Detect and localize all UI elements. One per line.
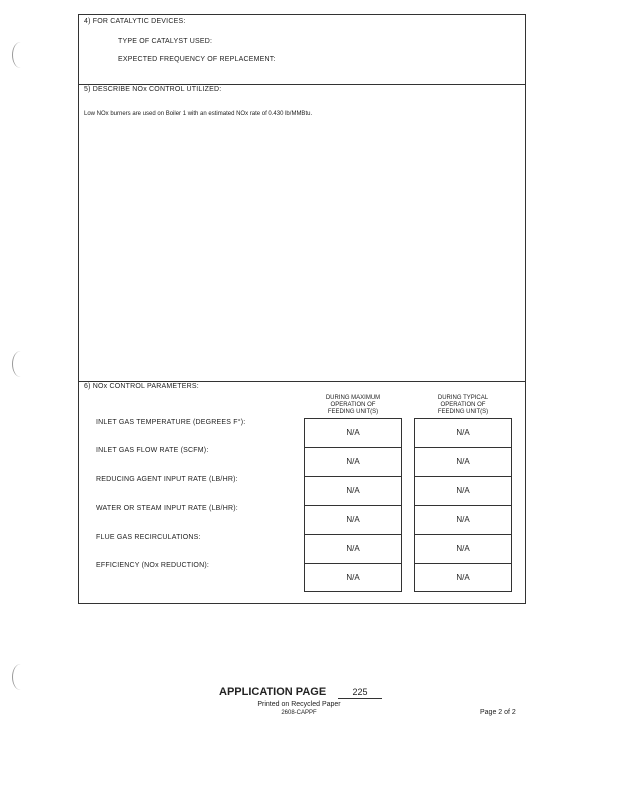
section4-title: 4) FOR CATALYTIC DEVICES: <box>84 18 186 25</box>
max-value-reducing-agent-input-rate: N/A <box>346 486 360 495</box>
replacement-frequency-label: EXPECTED FREQUENCY OF REPLACEMENT: <box>118 56 276 63</box>
typical-value-efficiency: N/A <box>456 573 470 582</box>
section-divider-6 <box>78 381 526 382</box>
typical-value-water-steam-input-rate: N/A <box>456 515 470 524</box>
max-value-water-steam-input-rate: N/A <box>346 515 360 524</box>
form-code: 2608-CAPPF <box>281 710 317 716</box>
typical-value-inlet-gas-flow-rate: N/A <box>456 457 470 466</box>
nox-control-description: Low NOx burners are used on Boiler 1 with an estimated NOx rate of 0.430 lb/MMBtu. <box>84 111 313 117</box>
section-divider-5 <box>78 84 526 85</box>
param-label-water-steam-input-rate: WATER OR STEAM INPUT RATE (LB/HR): <box>96 505 238 512</box>
max-value-flue-gas-recirculations: N/A <box>346 544 360 553</box>
column-header-maximum-line: OPERATION OF <box>330 402 376 408</box>
max-value-inlet-gas-temperature: N/A <box>346 428 360 437</box>
column-header-typical-line: FEEDING UNIT(S) <box>437 409 489 415</box>
column-header-maximum-line: DURING MAXIMUM <box>325 395 381 401</box>
max-value-inlet-gas-flow-rate: N/A <box>346 457 360 466</box>
typical-value-inlet-gas-temperature: N/A <box>456 428 470 437</box>
max-value-efficiency: N/A <box>346 573 360 582</box>
catalyst-type-label: TYPE OF CATALYST USED: <box>118 38 213 45</box>
application-page-number: 225 <box>338 687 382 699</box>
typical-value-reducing-agent-input-rate: N/A <box>456 486 470 495</box>
column-header-typical-line: DURING TYPICAL <box>437 395 489 401</box>
page-number-indicator: Page 2 of 2 <box>480 709 516 716</box>
param-label-efficiency: EFFICIENCY (NOx REDUCTION): <box>96 562 209 569</box>
column-header-maximum <box>304 395 402 416</box>
section6-title: 6) NOx CONTROL PARAMETERS: <box>84 383 199 390</box>
column-header-typical <box>414 395 512 416</box>
param-label-inlet-gas-flow-rate: INLET GAS FLOW RATE (SCFM): <box>96 447 209 454</box>
binder-hole-middle <box>12 351 29 377</box>
param-label-inlet-gas-temperature: INLET GAS TEMPERATURE (DEGREES F°): <box>96 419 246 426</box>
section5-title: 5) DESCRIBE NOx CONTROL UTILIZED: <box>84 86 222 93</box>
binder-hole-bottom <box>12 664 29 690</box>
param-label-flue-gas-recirculations: FLUE GAS RECIRCULATIONS: <box>96 534 201 541</box>
column-header-typical-line: OPERATION OF <box>440 402 486 408</box>
column-header-maximum-line: FEEDING UNIT(S) <box>327 409 379 415</box>
binder-hole-top <box>12 42 29 68</box>
application-page-label: APPLICATION PAGE <box>219 686 327 698</box>
param-label-reducing-agent-input-rate: REDUCING AGENT INPUT RATE (LB/HR): <box>96 476 238 483</box>
typical-value-flue-gas-recirculations: N/A <box>456 544 470 553</box>
printed-on-recycled-paper: Printed on Recycled Paper <box>257 701 341 708</box>
